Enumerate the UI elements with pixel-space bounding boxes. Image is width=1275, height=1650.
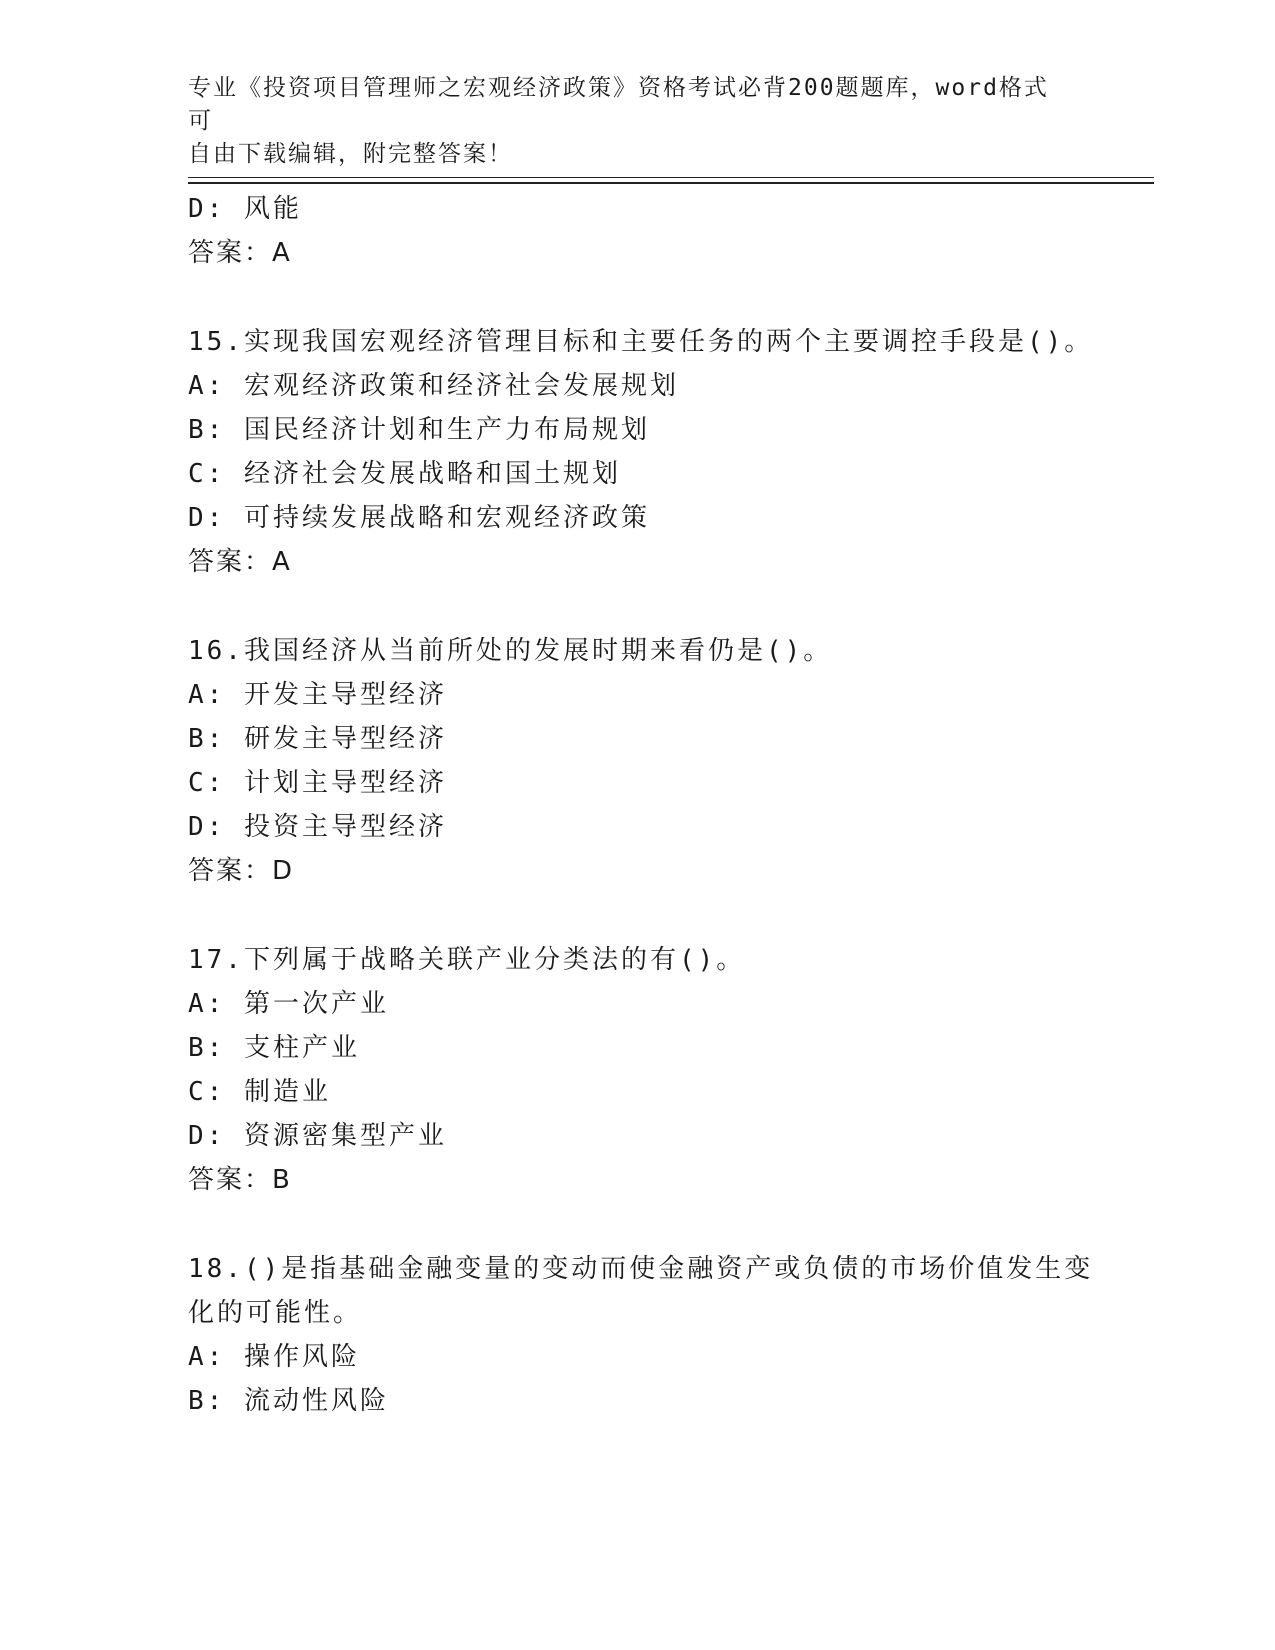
option-a: A: 开发主导型经济 [188,680,447,710]
option-b: B: 国民经济计划和生产力布局规划 [188,415,650,445]
document-header [188,72,1068,171]
option-d: D: 资源密集型产业 [188,1121,447,1151]
option-a: A: 操作风险 [188,1342,360,1372]
question-stem-continued: 化的可能性。 [188,1298,363,1328]
option-a: A: 宏观经济政策和经济社会发展规划 [188,371,679,401]
option-b: B: 研发主导型经济 [188,724,447,754]
option-d: D: 投资主导型经济 [188,812,447,842]
option-b: B: 支柱产业 [188,1033,360,1063]
header-divider-thick [188,182,1154,184]
option-c: C: 经济社会发展战略和国土规划 [188,459,621,489]
question-stem: 15.实现我国宏观经济管理目标和主要任务的两个主要调控手段是()。 [188,327,1094,357]
question-stem: 16.我国经济从当前所处的发展时期来看仍是()。 [188,636,833,666]
header-line-1: 专业《投资项目管理师之宏观经济政策》资格考试必背200题题库，word格式可 [188,75,1049,134]
answer-line: 答案：B [188,1165,292,1195]
option-c: C: 制造业 [188,1077,331,1107]
answer-line: 答案：D [188,856,295,886]
question-stem: 17.下列属于战略关联产业分类法的有()。 [188,945,746,975]
header-line-2: 自由下载编辑，附完整答案！ [188,141,513,167]
option-d: D: 风能 [188,194,302,224]
answer-line: 答案：A [188,547,292,577]
header-divider-thin [188,177,1154,178]
question-stem: 18.()是指基础金融变量的变动而使金融资产或负债的市场价值发生变 [188,1254,1094,1284]
option-d: D: 可持续发展战略和宏观经济政策 [188,503,650,533]
answer-line: 答案：A [188,238,292,268]
option-b: B: 流动性风险 [188,1386,389,1416]
option-a: A: 第一次产业 [188,989,389,1019]
option-c: C: 计划主导型经济 [188,768,447,798]
